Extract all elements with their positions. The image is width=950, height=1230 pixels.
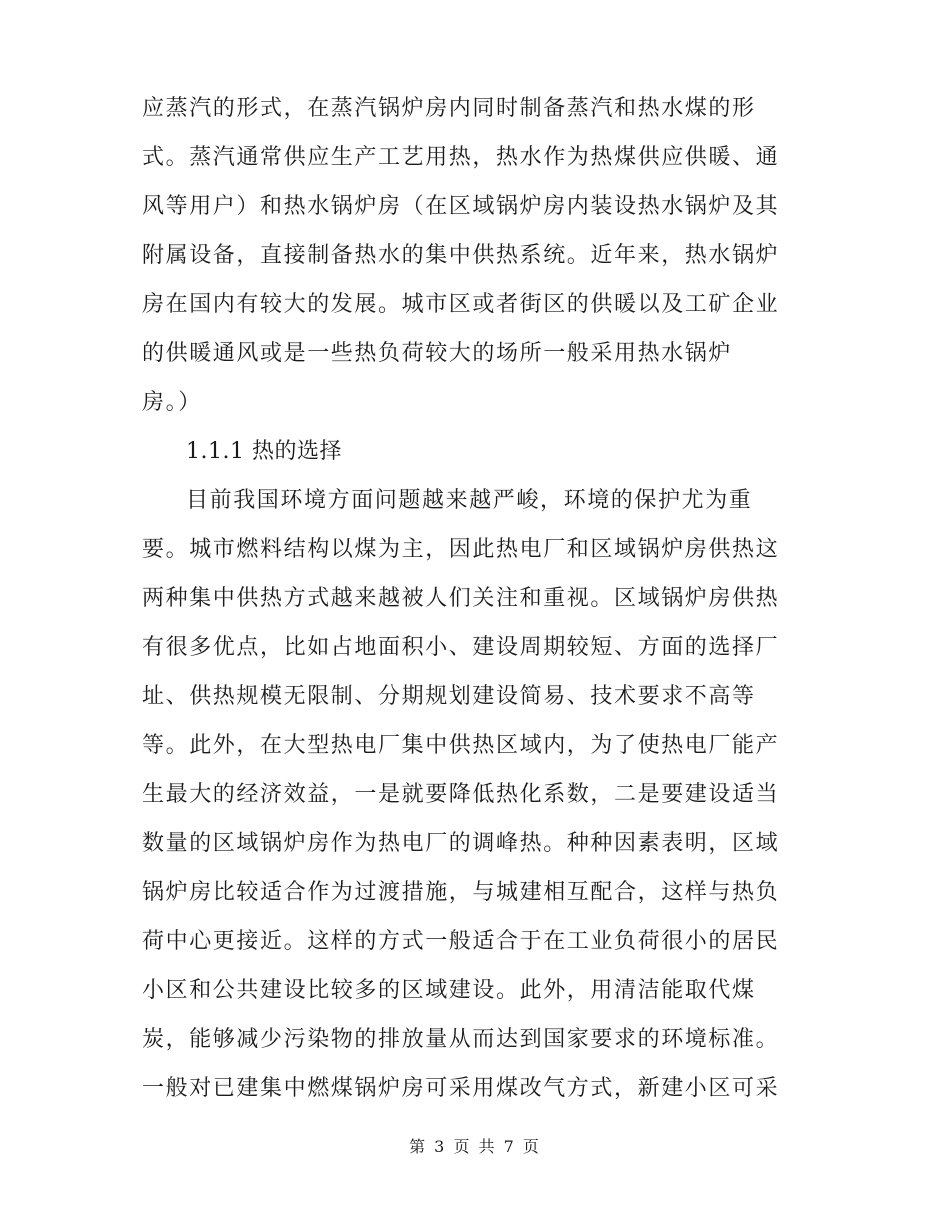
section-heading: 1.1.1 热的选择 (186, 439, 342, 464)
text-line: 锅炉房比较适合作为过渡措施，与城建相互配合，这样与热负 (142, 880, 780, 905)
text-line: 炭，能够减少污染物的排放量从而达到国家要求的环境标准。 (142, 1027, 780, 1052)
text-line: 房在国内有较大的发展。城市区或者街区的供暖以及工矿企业 (142, 292, 780, 317)
text-line: 数量的区域锅炉房作为热电厂的调峰热。种种因素表明，区域 (142, 831, 780, 856)
text-line: 荷中心更接近。这样的方式一般适合于在工业负荷很小的居民 (142, 929, 780, 954)
text-line: 应蒸汽的形式，在蒸汽锅炉房内同时制备蒸汽和热水煤的形 (142, 96, 756, 121)
text-line: 风等用户）和热水锅炉房（在区域锅炉房内装设热水锅炉及其 (142, 194, 780, 219)
text-line: 房。） (142, 390, 202, 415)
text-line: 等。此外，在大型热电厂集中供热区域内，为了使热电厂能产 (142, 733, 780, 758)
text-line: 两种集中供热方式越来越被人们关注和重视。区域锅炉房供热 (142, 586, 780, 611)
text-line: 有很多优点，比如占地面积小、建设周期较短、方面的选择厂 (142, 635, 780, 660)
text-line: 的供暖通风或是一些热负荷较大的场所一般采用热水锅炉 (142, 341, 733, 366)
text-line: 一般对已建集中燃煤锅炉房可采用煤改气方式，新建小区可采 (142, 1076, 780, 1101)
text-line: 附属设备，直接制备热水的集中供热系统。近年来，热水锅炉 (142, 243, 780, 268)
body-text (142, 84, 812, 1113)
text-line: 目前我国环境方面问题越来越严峻，环境的保护尤为重 (186, 488, 753, 513)
text-line: 式。蒸汽通常供应生产工艺用热，热水作为热煤供应供暖、通 (142, 145, 780, 170)
text-line: 址、供热规模无限制、分期规划建设简易、技术要求不高等 (142, 684, 756, 709)
text-line: 小区和公共建设比较多的区域建设。此外，用清洁能取代煤 (142, 978, 756, 1003)
text-line: 要。城市燃料结构以煤为主，因此热电厂和区域锅炉房供热这 (142, 537, 780, 562)
page-number-footer: 第 3 页 共 7 页 (409, 1137, 541, 1156)
text-line: 生最大的经济效益，一是就要降低热化系数，二是要建设适当 (142, 782, 780, 807)
